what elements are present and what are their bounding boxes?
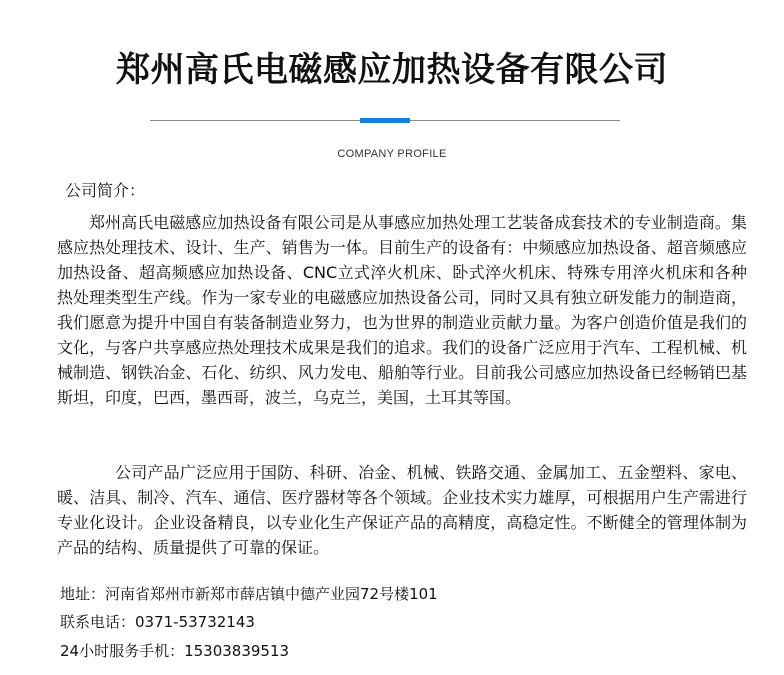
company-title: 郑州高氏电磁感应加热设备有限公司 <box>116 50 668 90</box>
profile-paragraph-1: 郑州高氏电磁感应加热设备有限公司是从事感应加热处理工艺装备成套技术的专业制造商。集感应热处理技术、设计、生产、销售为一体。目前生产的设备有：中频感应加热设备、超音频感应加热设备、超高频感应加热设备、CNC立式淬火机床、卧式淬火机床、特殊专用淬火机床和各种热处理类型生产线。作为一家专业的电磁感应加热设备公司，同时又具有独立研发能力的制造商，我们愿意为提升中国自有装备制造业努力，也为世界的制造业贡献力量。为客户创造价值是我们的文化，与客户共享感应热处理技术成果是我们的追求。我们的设备广泛应用于汽车、工程机械、机械制造、钢铁冶金、石化、纺织、风力发电、船舶等行业。目前我公司感应加热设备已经畅销巴基斯坦，印度，巴西，墨西哥，波兰，乌克兰，美国，土耳其等国。 <box>57 213 747 407</box>
contact-mobile: 24小时服务手机：15303839513 <box>60 642 290 660</box>
title-divider-accent <box>360 118 410 123</box>
profile-paragraph-2: 公司产品广泛应用于国防、科研、冶金、机械、铁路交通、金属加工、五金塑料、家电、暖、洁具、制冷、汽车、通信、医疗器材等各个领域。企业技术实力雄厚，可根据用户生产需进行专业化设计。企业设备精良，以专业化生产保证产品的高精度，高稳定性。不断健全的管理体制为产品的结构、质量提供了可靠的保证。 <box>57 463 747 557</box>
profile-heading: 公司简介： <box>65 181 146 200</box>
company-profile-subtitle: COMPANY PROFILE <box>337 148 447 160</box>
contact-address: 地址：河南省郑州市新郑市薛店镇中德产业园72号楼101 <box>60 585 438 603</box>
contact-phone: 联系电话：0371-53732143 <box>60 613 255 631</box>
